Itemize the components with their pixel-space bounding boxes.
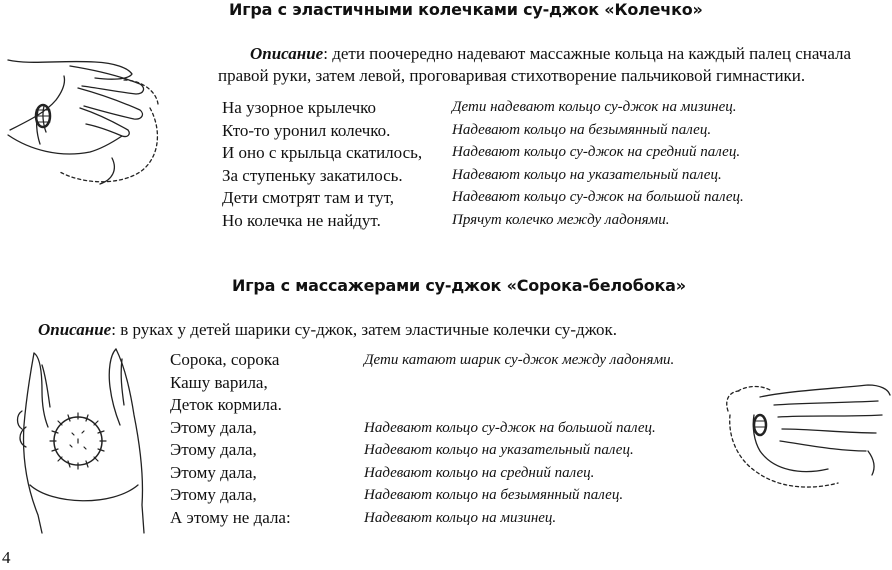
section2-poem bbox=[170, 349, 291, 529]
action-line: Надевают кольцо су-джок на большой палец. bbox=[364, 419, 656, 436]
poem-line: За ступеньку закатилось. bbox=[222, 165, 403, 185]
hand-with-ring-illustration bbox=[0, 40, 165, 200]
poem-line: Этому дала, bbox=[170, 462, 257, 482]
hands-with-ball-illustration bbox=[12, 345, 162, 535]
poem-line: Этому дала, bbox=[170, 417, 257, 437]
section2-title: Игра с массажерами су-джок «Сорока-белобока» bbox=[232, 276, 686, 295]
poem-line: А этому не дала: bbox=[170, 507, 291, 527]
section2-description bbox=[38, 319, 738, 341]
poem-line: Кашу варила, bbox=[170, 372, 268, 392]
poem-line: Деток кормила. bbox=[170, 395, 282, 414]
poem-line: Но колечка не найдут. bbox=[222, 210, 381, 230]
action-line: Надевают кольцо на указательный палец. bbox=[364, 442, 634, 458]
section1-poem bbox=[222, 97, 422, 232]
poem-line: И оно с крыльца скатилось, bbox=[222, 143, 423, 162]
action-line: Надевают кольцо су-джок на средний палец. bbox=[452, 144, 741, 160]
action-line: Прячут колечко между ладонями. bbox=[452, 211, 670, 228]
hand-with-ring-illustration-2 bbox=[718, 355, 892, 500]
action-line: Надевают кольцо су-джок на большой палец. bbox=[452, 189, 744, 205]
spacer bbox=[364, 372, 674, 417]
poem-line: На узорное крылечко bbox=[222, 98, 377, 117]
description-label: Описание bbox=[38, 320, 112, 339]
section1-actions bbox=[452, 96, 744, 231]
poem-line: Кто-то уронил колечко. bbox=[222, 120, 391, 140]
poem-line: Дети смотрят там и тут, bbox=[222, 188, 394, 207]
section1-title: Игра с эластичными колечками су-джок «Колечко» bbox=[229, 0, 703, 19]
poem-line: Этому дала, bbox=[170, 440, 257, 459]
poem-line: Сорока, сорока bbox=[170, 350, 280, 369]
action-line: Надевают кольцо на безымянный палец. bbox=[364, 487, 624, 503]
page-number: 4 bbox=[2, 548, 11, 567]
description-text: : в руках у детей шарики су-джок, затем эластичные колечки су-джок. bbox=[111, 320, 618, 339]
action-line: Надевают кольцо на мизинец. bbox=[364, 509, 557, 526]
section1-description bbox=[218, 43, 890, 87]
poem-line: Этому дала, bbox=[170, 485, 257, 504]
section2-actions bbox=[364, 349, 674, 529]
action-line: Надевают кольцо на средний палец. bbox=[364, 464, 595, 481]
action-line: Дети катают шарик су-джок между ладонями. bbox=[364, 352, 675, 368]
action-line: Надевают кольцо на указательный палец. bbox=[452, 166, 722, 183]
action-line: Дети надевают кольцо су-джок на мизинец. bbox=[452, 99, 737, 115]
action-line: Надевают кольцо на безымянный палец. bbox=[452, 121, 712, 138]
description-text: : дети поочередно надевают массажные кольца на каждый палец сначала правой руки, затем левой, проговаривая стихотворение пальчиковой гимнастики. bbox=[218, 44, 852, 85]
description-label: Описание bbox=[250, 44, 324, 63]
